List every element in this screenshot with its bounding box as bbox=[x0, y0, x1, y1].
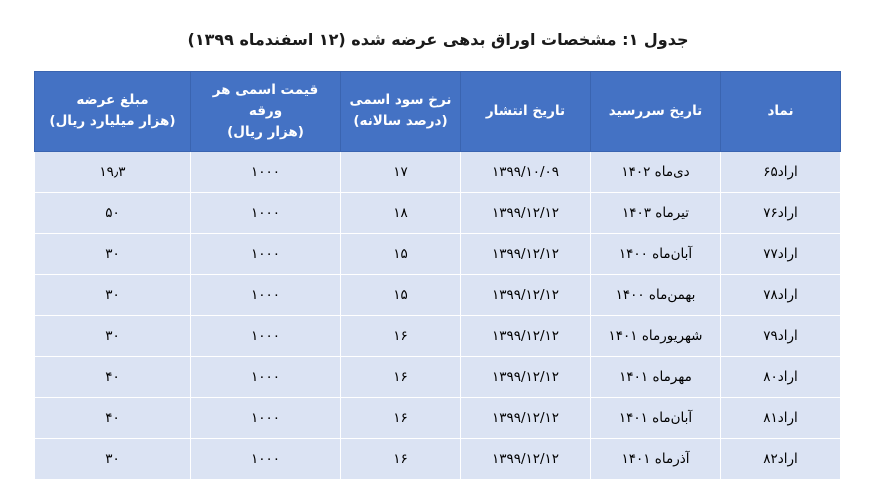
cell-face-value: ۱۰۰۰ bbox=[191, 315, 341, 356]
column-header-nominal-rate bbox=[341, 72, 461, 152]
cell-maturity-date: دی‌ماه ۱۴۰۲ bbox=[591, 151, 721, 192]
cell-face-value: ۱۰۰۰ bbox=[191, 151, 341, 192]
header-line-1: تاریخ سررسید bbox=[608, 102, 703, 119]
cell-offer-amount: ۳۰ bbox=[35, 315, 191, 356]
cell-nominal-rate: ۱۶ bbox=[341, 438, 461, 479]
cell-nominal-rate: ۱۸ bbox=[341, 192, 461, 233]
header-line-2: (هزار ریال) bbox=[227, 123, 304, 140]
cell-symbol: اراد۸۰ bbox=[721, 356, 841, 397]
cell-issue-date: ۱۳۹۹/۱۲/۱۲ bbox=[461, 356, 591, 397]
cell-nominal-rate: ۱۷ bbox=[341, 151, 461, 192]
cell-face-value: ۱۰۰۰ bbox=[191, 397, 341, 438]
cell-symbol: اراد۷۸ bbox=[721, 274, 841, 315]
cell-issue-date: ۱۳۹۹/۱۲/۱۲ bbox=[461, 233, 591, 274]
cell-issue-date: ۱۳۹۹/۱۲/۱۲ bbox=[461, 315, 591, 356]
cell-symbol: اراد۷۷ bbox=[721, 233, 841, 274]
column-header-offer-amount bbox=[35, 72, 191, 152]
cell-issue-date: ۱۳۹۹/۱۲/۱۲ bbox=[461, 438, 591, 479]
cell-maturity-date: آذرماه ۱۴۰۱ bbox=[591, 438, 721, 479]
cell-maturity-date: آبان‌ماه ۱۴۰۰ bbox=[591, 233, 721, 274]
cell-face-value: ۱۰۰۰ bbox=[191, 233, 341, 274]
column-header-face-value bbox=[191, 72, 341, 152]
cell-maturity-date: مهرماه ۱۴۰۱ bbox=[591, 356, 721, 397]
cell-symbol: اراد۷۹ bbox=[721, 315, 841, 356]
cell-face-value: ۱۰۰۰ bbox=[191, 274, 341, 315]
cell-face-value: ۱۰۰۰ bbox=[191, 192, 341, 233]
table-body bbox=[35, 151, 841, 479]
header-line-2: (هزار میلیارد ریال) bbox=[49, 113, 176, 130]
header-line-1: مبلغ عرضه bbox=[76, 92, 149, 109]
header-line-1: نماد bbox=[767, 102, 794, 119]
cell-symbol: اراد۸۲ bbox=[721, 438, 841, 479]
cell-offer-amount: ۴۰ bbox=[35, 356, 191, 397]
cell-offer-amount: ۱۹٫۳ bbox=[35, 151, 191, 192]
header-line-1: نرخ سود اسمی bbox=[349, 92, 452, 109]
cell-maturity-date: تیرماه ۱۴۰۳ bbox=[591, 192, 721, 233]
cell-issue-date: ۱۳۹۹/۱۲/۱۲ bbox=[461, 192, 591, 233]
column-header-symbol bbox=[721, 72, 841, 152]
table-container bbox=[0, 71, 876, 480]
bond-offerings-table bbox=[34, 71, 841, 480]
table-row bbox=[35, 397, 841, 438]
cell-nominal-rate: ۱۵ bbox=[341, 233, 461, 274]
table-row bbox=[35, 151, 841, 192]
cell-maturity-date: بهمن‌ماه ۱۴۰۰ bbox=[591, 274, 721, 315]
header-line-2: (درصد سالانه) bbox=[353, 113, 448, 130]
cell-offer-amount: ۳۰ bbox=[35, 233, 191, 274]
header-line-1: تاریخ انتشار bbox=[485, 102, 566, 119]
header-row bbox=[35, 72, 841, 152]
cell-issue-date: ۱۳۹۹/۱۲/۱۲ bbox=[461, 397, 591, 438]
table-header bbox=[35, 72, 841, 152]
column-header-issue-date bbox=[461, 72, 591, 152]
cell-maturity-date: شهریورماه ۱۴۰۱ bbox=[591, 315, 721, 356]
cell-nominal-rate: ۱۶ bbox=[341, 356, 461, 397]
table-row bbox=[35, 274, 841, 315]
cell-face-value: ۱۰۰۰ bbox=[191, 356, 341, 397]
cell-nominal-rate: ۱۶ bbox=[341, 315, 461, 356]
header-line-1: قیمت اسمی هر ورقه bbox=[212, 82, 319, 119]
table-row bbox=[35, 233, 841, 274]
cell-offer-amount: ۴۰ bbox=[35, 397, 191, 438]
cell-nominal-rate: ۱۵ bbox=[341, 274, 461, 315]
cell-maturity-date: آبان‌ماه ۱۴۰۱ bbox=[591, 397, 721, 438]
cell-offer-amount: ۳۰ bbox=[35, 438, 191, 479]
cell-nominal-rate: ۱۶ bbox=[341, 397, 461, 438]
cell-face-value: ۱۰۰۰ bbox=[191, 438, 341, 479]
table-row bbox=[35, 192, 841, 233]
cell-offer-amount: ۳۰ bbox=[35, 274, 191, 315]
table-row bbox=[35, 356, 841, 397]
cell-issue-date: ۱۳۹۹/۱۰/۰۹ bbox=[461, 151, 591, 192]
table-caption: جدول ۱: مشخصات اوراق بدهی عرضه شده (۱۲ اسفندماه ۱۳۹۹) bbox=[187, 30, 689, 49]
table-row bbox=[35, 315, 841, 356]
cell-symbol: اراد۶۵ bbox=[721, 151, 841, 192]
cell-offer-amount: ۵۰ bbox=[35, 192, 191, 233]
table-row bbox=[35, 438, 841, 479]
cell-issue-date: ۱۳۹۹/۱۲/۱۲ bbox=[461, 274, 591, 315]
cell-symbol: اراد۷۶ bbox=[721, 192, 841, 233]
cell-symbol: اراد۸۱ bbox=[721, 397, 841, 438]
column-header-maturity-date bbox=[591, 72, 721, 152]
